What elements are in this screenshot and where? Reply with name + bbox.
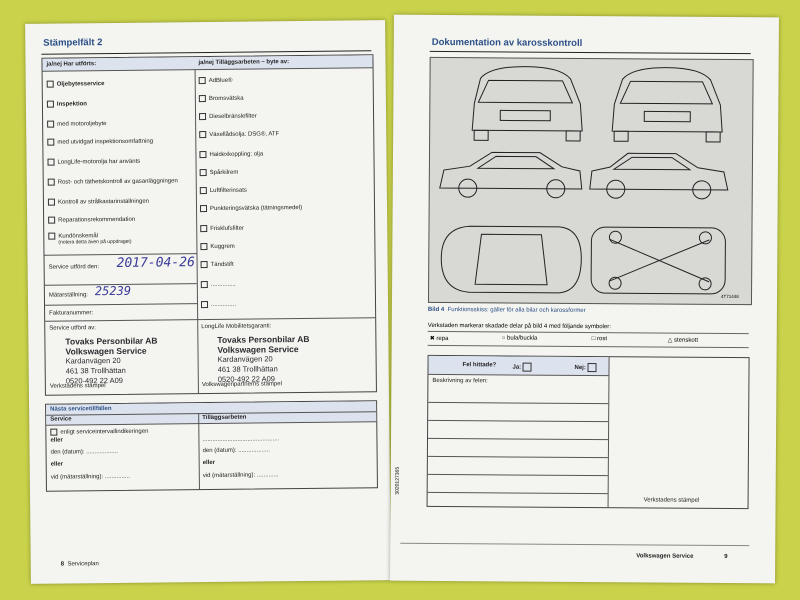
- symbol-scratch: ✖ repa: [429, 335, 449, 343]
- list-item: AdBlue®: [208, 77, 233, 85]
- page-number-left: 8: [60, 561, 65, 568]
- list-item: Punkteringsvätska (tätningsmedel): [209, 205, 303, 213]
- warranty-label: LongLife Mobilitetsgaranti:: [201, 323, 272, 331]
- instruction: Verkstaden markerar skadade delar på bild 4 med följande symboler:: [427, 322, 611, 331]
- workshop-stamp-right: Tovaks Personbilar AB Volkswagen Service Kardanvägen 20 461 38 Trollhättan 0520-492 22 A09: [217, 333, 310, 384]
- faults-label: Fel hittade?: [462, 362, 497, 369]
- kund-note: (notera detta även på uppdraget): [58, 238, 132, 246]
- side-code: 3020127365: [394, 466, 401, 495]
- no-checkbox[interactable]: [588, 363, 597, 372]
- list-item: Luftfilterinsats: [209, 187, 247, 195]
- list-item: Kundönskemål: [58, 233, 99, 240]
- service-date-label: Service utförd den:: [48, 264, 100, 271]
- next-col1: Service: [50, 416, 72, 423]
- page-title-right: Dokumentation av karosskontroll: [431, 36, 583, 49]
- faults-table: Fel hittade? Ja: Nej: Beskrivning av felen: Verkstadens stämpel: [427, 355, 750, 509]
- symbol-chip: △ stenskott: [667, 337, 699, 344]
- list-item: med utvidgad inspektionsomfattning: [57, 138, 154, 146]
- list-item: Inspektion: [56, 101, 87, 108]
- list-item: Reparationsrekommendation: [58, 216, 136, 224]
- list-item: Tändstift: [210, 261, 234, 269]
- right-page: [390, 15, 779, 584]
- partner-stamp-label: Volkswagenpartnerns stämpel: [201, 381, 282, 389]
- page-number-right: 9: [724, 553, 728, 561]
- list-item: Kontroll av strålkastarinställningen: [57, 198, 150, 206]
- service-table: [41, 54, 377, 395]
- col-right-header: ja/nej Tilläggsarbeten – byte av:: [198, 59, 290, 67]
- service-by-label: Service utförd av:: [49, 325, 96, 332]
- figure-caption: Funktionsskiss: gäller för alla bilar och karossformer: [447, 307, 586, 315]
- next-col2: Tilläggsarbeten: [202, 414, 247, 422]
- list-item: Rost- och täthetskontroll av gasanläggningen: [57, 178, 178, 186]
- workshop-stamp-label: Verkstadens stämpel: [49, 383, 106, 390]
- list-item: Haldexkoppling: olja: [209, 151, 264, 159]
- workshop-stamp-label-right: Verkstadens stämpel: [643, 497, 700, 504]
- page-title: Stämpelfält 2: [43, 37, 103, 49]
- list-item: Spårkilrem: [209, 169, 239, 177]
- symbol-dent: ○ bula/buckla: [501, 335, 538, 342]
- list-item: Oljebytesservice: [56, 81, 105, 88]
- footer-brand: Volkswagen Service: [636, 553, 694, 560]
- list-item: Kuggrem: [210, 243, 235, 251]
- odometer-label: Mätarställning:: [48, 292, 88, 299]
- service-date-value: 2017-04-26: [116, 255, 195, 271]
- workshop-stamp-left: Tovaks Personbilar AB Volkswagen Service Kardanvägen 20 461 38 Trollhättan 0520-492 22 A09: [65, 335, 158, 386]
- next-title: Nästa servicetillfällen: [50, 406, 112, 413]
- invoice-label: Fakturanummer:: [49, 310, 94, 317]
- car-sketch-image: [429, 58, 753, 304]
- section-name: Serviceplan: [67, 561, 99, 568]
- list-item: LongLife-motorolja har använts: [57, 158, 141, 166]
- left-page: [25, 20, 391, 584]
- figure-id: 4T71448: [721, 293, 739, 300]
- car-diagram: [428, 57, 754, 305]
- list-item: med motoroljebyte: [57, 121, 107, 128]
- odometer-value: 25239: [94, 283, 132, 299]
- list-item: Bromsvätska: [208, 95, 244, 103]
- list-item: Dieselbränslefilter: [209, 113, 257, 121]
- caption-label: Bild 4: [427, 306, 445, 314]
- list-item: Växellådsolja: DSG®, ATF: [209, 131, 280, 139]
- description-label: Beskrivning av felen:: [432, 377, 488, 385]
- list-item: Frisklufsfilter: [210, 225, 244, 233]
- symbol-rust: □ rost: [591, 336, 608, 343]
- next-service-table: Nästa servicetillfällen Service Tilläggsarbeten enligt serviceintervallindikeringen eller den (datum): ................... eller vid (mätarställning): ............... .............................................. den (datum): ................... eller vid (mätarställning): .............: [45, 400, 378, 491]
- right-items: AdBlue® Bromsvätska Dieselbränslefilter Växellådsolja: DSG®, ATF Haldexkoppling: olja Spårkilrem Luftfilterinsats Punkteringsvätska (tätningsmedel) Frisklufsfilter Kuggrem Tändstift ............... ...............: [42, 55, 372, 58]
- yes-checkbox[interactable]: [523, 363, 532, 372]
- col-left-header: ja/nej Har utförts:: [46, 61, 97, 68]
